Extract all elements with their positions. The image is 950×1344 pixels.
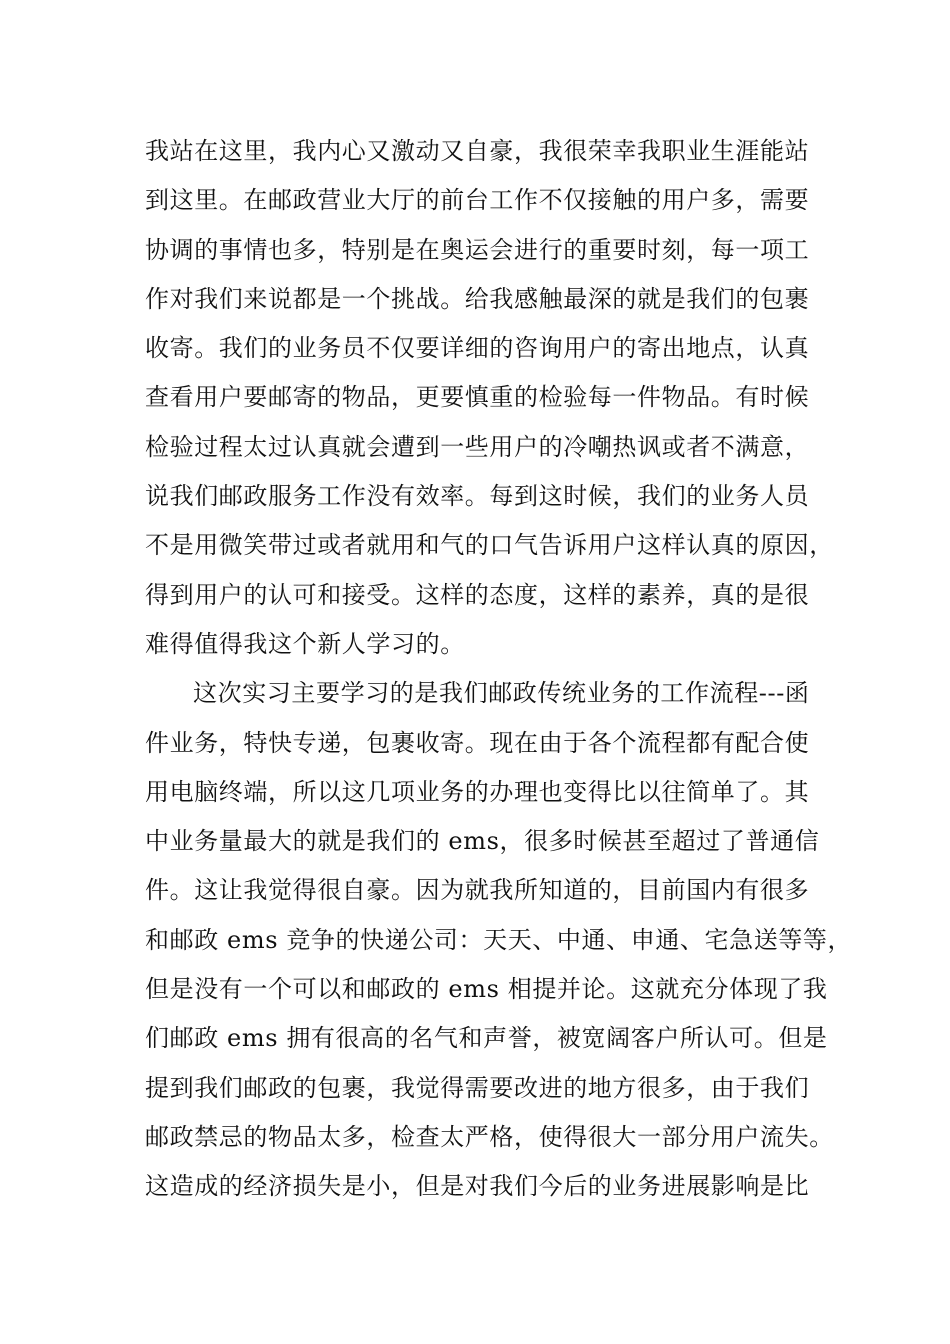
text-line: 查看用户要邮寄的物品，更要慎重的检验每一件物品。有时候 [145,383,810,412]
text-line: 协调的事情也多，特别是在奥运会进行的重要时刻，每一项工 [145,235,810,264]
text-line: 不是用微笑带过或者就用和气的口气告诉用户这样认真的原因， [145,531,834,560]
text-line: 检验过程太过认真就会遭到一些用户的冷嘲热讽或者不满意， [145,432,810,461]
text-line: 用电脑终端，所以这几项业务的办理也变得比以往简单了。其 [145,777,810,806]
text-line: 们邮政 ems 拥有很高的名气和声誉，被宽阔客户所认可。但是 [145,1024,828,1053]
text-line: 件。这让我觉得很自豪。因为就我所知道的，目前国内有很多 [145,876,810,905]
text-line: 得到用户的认可和接受。这样的态度，这样的素养，真的是很 [145,580,810,609]
paragraph-first-line: 这次实习主要学习的是我们邮政传统业务的工作流程---函 [193,679,810,708]
text-line: 作对我们来说都是一个挑战。给我感触最深的就是我们的包裹 [145,284,810,313]
text-line: 我站在这里，我内心又激动又自豪，我很荣幸我职业生涯能站 [145,137,810,165]
text-line: 和邮政 ems 竞争的快递公司：天天、中通、申通、宅急送等等， [145,925,853,954]
text-line: 邮政禁忌的物品太多，检查太严格，使得很大一部分用户流失。 [145,1122,834,1151]
text-line: 这造成的经济损失是小，但是对我们今后的业务进展影响是比 [145,1172,810,1201]
body-text [145,127,853,1212]
text-line: 但是没有一个可以和邮政的 ems 相提并论。这就充分体现了我 [145,975,828,1004]
text-line: 收寄。我们的业务员不仅要详细的咨询用户的寄出地点，认真 [145,334,810,363]
text-line: 件业务，特快专递，包裹收寄。现在由于各个流程都有配合使 [145,728,810,757]
text-line: 提到我们邮政的包裹，我觉得需要改进的地方很多，由于我们 [145,1073,810,1102]
text-line: 中业务量最大的就是我们的 ems，很多时候甚至超过了普通信 [145,827,820,856]
text-line: 说我们邮政服务工作没有效率。每到这时候，我们的业务人员 [145,482,810,511]
text-line: 难得值得我这个新人学习的。 [145,629,465,658]
text-line: 到这里。在邮政营业大厅的前台工作不仅接触的用户多，需要 [145,186,810,215]
